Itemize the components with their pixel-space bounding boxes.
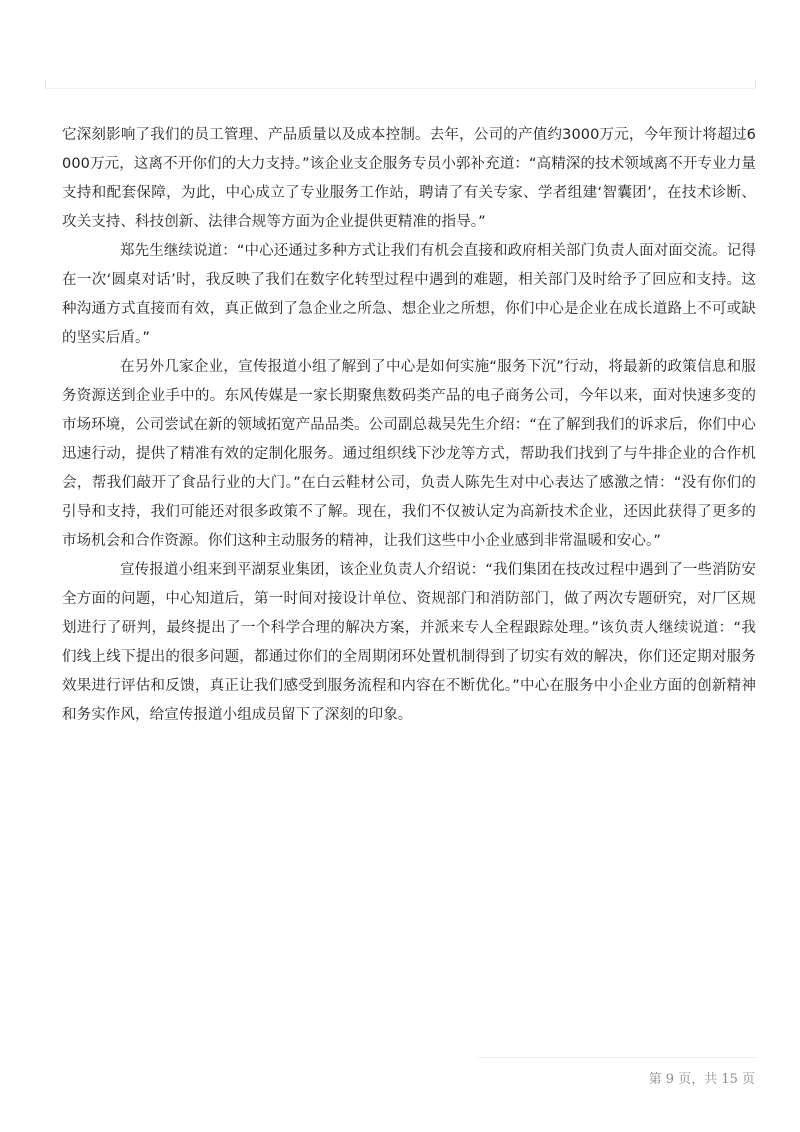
header-rule xyxy=(45,88,755,89)
footer-rule xyxy=(478,1057,756,1058)
paragraph-zheng-continues: 郑先生继续说道：“中心还通过多种方式让我们有机会直接和政府相关部门负责人面对面交流。记得在一次‘圆桌对话’时，我反映了我们在数字化转型过程中遇到的难题，相关部门及时给予了回应和支持。这种沟通方式直接而有效，真正做到了急企业之所急、想企业之所想，你们中心是企业在成长道路上不可或缺的坚实后盾。” xyxy=(62,243,756,346)
header-corner-mark-left xyxy=(45,80,46,88)
document-body xyxy=(62,121,756,730)
paragraph-continuation: 它深刻影响了我们的员工管理、产品质量以及成本控制。去年，公司的产值约3000万元，今年预计将超过6000万元，这离不开你们的大力支持。”该企业支企服务专员小郭补充道：“高精深的技术领域离不开专业力量支持和配套保障，为此，中心成立了专业服务工作站，聘请了有关专家、学者组建‘智囊团’，在技术诊断、攻关支持、科技创新、法律合规等方面为企业提供更精准的指导。” xyxy=(62,127,756,230)
page-indicator: 第 9 页，共 15 页 xyxy=(648,1072,755,1087)
paragraph-pinghu-pump-group: 宣传报道小组来到平湖泵业集团，该企业负责人介绍说：“我们集团在技改过程中遇到了一些消防安全方面的问题，中心知道后，第一时间对接设计单位、资规部门和消防部门，做了两次专题研究，对厂区规划进行了研判，最终提出了一个科学合理的解决方案，并派来专人全程跟踪处理。”该负责人继续说道：“我们线上线下提出的很多问题，都通过你们的全周期闭环处置机制得到了切实有效的解决，你们还定期对服务效果进行评估和反馈，真正让我们感受到服务流程和内容在不断优化。”中心在服务中小企业方面的创新精神和务实作风，给宣传报道小组成员留下了深刻的印象。 xyxy=(62,562,756,723)
paragraph-other-enterprises: 在另外几家企业，宣传报道小组了解到了中心是如何实施“服务下沉”行动，将最新的政策信息和服务资源送到企业手中的。东风传媒是一家长期聚焦数码类产品的电子商务公司，今年以来，面对快速多变的市场环境，公司尝试在新的领域拓宽产品品类。公司副总裁吴先生介绍：“在了解到我们的诉求后，你们中心迅速行动，提供了精准有效的定制化服务。通过组织线下沙龙等方式，帮助我们找到了与牛排企业的合作机会，帮我们敲开了食品行业的大门。”在白云鞋材公司，负责人陈先生对中心表达了感激之情：“没有你们的引导和支持，我们可能还对很多政策不了解。现在，我们不仅被认定为高新技术企业，还因此获得了更多的市场机会和合作资源。你们这种主动服务的精神，让我们这些中小企业感到非常温暖和安心。” xyxy=(62,359,756,549)
header-corner-mark-right xyxy=(755,80,756,88)
